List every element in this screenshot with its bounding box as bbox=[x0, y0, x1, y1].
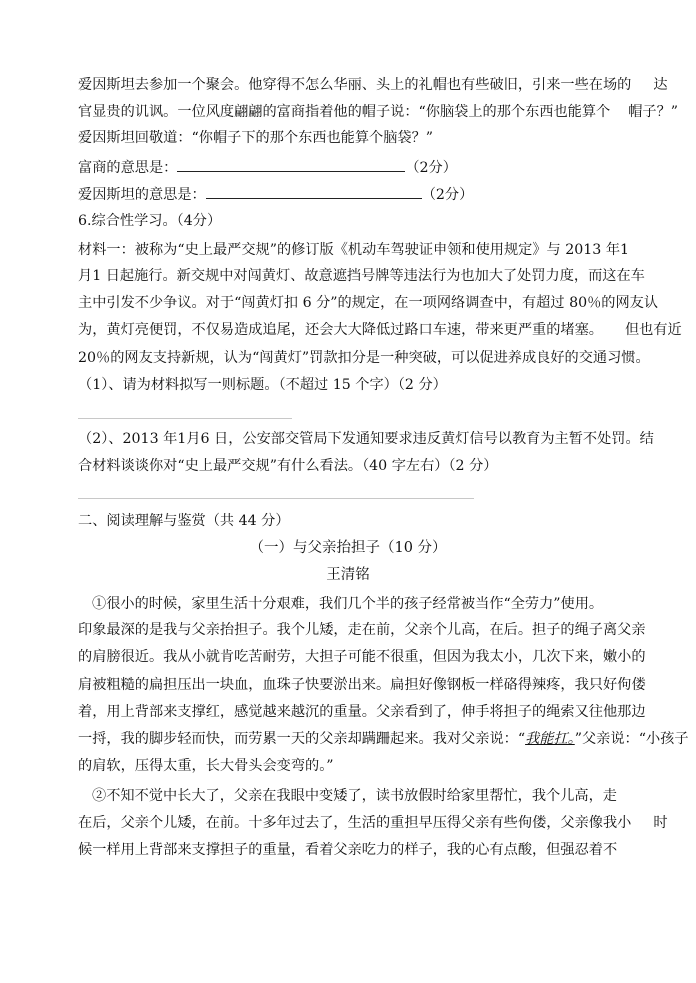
merchant-answer-blank[interactable] bbox=[177, 157, 405, 172]
section-6-heading: 6.综合性学习。（4分） bbox=[78, 213, 222, 229]
part-2-heading: 二、阅读理解与鉴赏（共 44 分） bbox=[78, 513, 290, 529]
article-author: 王清铭 bbox=[326, 567, 370, 583]
einstein-question-score: （2分） bbox=[421, 187, 474, 203]
para-1-line-6 bbox=[78, 729, 689, 749]
merchant-question-label: 富商的意思是： bbox=[78, 160, 178, 176]
story-line-1-tail: 达 bbox=[653, 77, 668, 93]
material-line-4-text: 为，黄灯亮便罚，不仅易造成追尾，还会大大降低过路口车速，带来更严重的堵塞。 bbox=[78, 322, 603, 338]
para-1-line-4: 肩被粗糙的扁担压出一块血，血珠子快要淤出来。扁担好像钢板一样硌得辣疼，我只好佝偻 bbox=[78, 677, 646, 693]
answer-rule-1[interactable] bbox=[78, 418, 292, 419]
para-1-quote: 我能扛。 bbox=[525, 731, 575, 747]
question-1: （1）、请为材料拟写一则标题。（不超过 15 个字）（2 分） bbox=[78, 377, 447, 393]
einstein-answer-blank[interactable] bbox=[206, 184, 422, 199]
para-1-line-5: 着，用上背部来支撑红，感觉越来越沉的重量。父亲看到了，伸手将担子的绳索又往他那边 bbox=[78, 704, 646, 720]
article-title: （一）与父亲抬担子（10 分） bbox=[249, 540, 447, 556]
material-line-3: 主中引发不少争议。对于“闯黄灯扣 6 分”的规定，在一项网络调查中，有超过 80％的网友认 bbox=[78, 295, 659, 311]
merchant-question-score: （2分） bbox=[405, 160, 457, 176]
question-2-line-1: （2）、2013 年1月6 日，公安部交管局下发通知要求违反黄灯信号以教育为主暂不处罚。结 bbox=[78, 431, 654, 447]
para-2-line-2 bbox=[78, 813, 668, 833]
story-line-1 bbox=[78, 75, 668, 95]
para-2-line-2-tail: 时 bbox=[653, 815, 668, 831]
material-line-4 bbox=[78, 320, 682, 340]
story-line-2-text: 官显贵的讥讽。一位风度翩翩的富商指着他的帽子说：“你脑袋上的那个东西也能算个 bbox=[78, 104, 611, 120]
story-line-3: 爱因斯坦回敬道：“你帽子下的那个东西也能算个脑袋？” bbox=[78, 130, 434, 146]
answer-line-merchant bbox=[78, 157, 648, 178]
material-line-4-tail: 但也有近 bbox=[624, 322, 682, 338]
material-line-1: 材料一：被称为“史上最严交规”的修订版《机动车驾驶证申领和使用规定》与 2013 年1 bbox=[78, 242, 630, 258]
material-line-5: 20％的网友支持新规，认为“闯黄灯”罚款扣分是一种突破，可以促进养成良好的交通习惯。 bbox=[78, 350, 650, 366]
para-1-line-2: 印象最深的是我与父亲抬担子。我个儿矮，走在前，父亲个儿高，在后。担子的绳子离父亲 bbox=[78, 622, 646, 638]
para-1-line-6-text: 一捋，我的脚步轻而快，而劳累一天的父亲却蹒跚起来。我对父亲说：“ bbox=[78, 731, 526, 747]
question-2-line-2: 合材料谈谈你对“史上最严交规”有什么看法。（40 字左右）（2 分） bbox=[78, 458, 498, 474]
para-1-line-6-tail: ”父亲说：“小孩子 bbox=[574, 731, 689, 747]
para-1-line-7: 的肩软，压得太重，长大骨头会变弯的。” bbox=[78, 758, 334, 774]
para-2-line-3: 候一样用上背部来支撑担子的重量，看着父亲吃力的样子，我的心有点酸，但强忍着不 bbox=[78, 842, 618, 858]
story-line-2 bbox=[78, 102, 679, 122]
story-line-1-text: 爱因斯坦去参加一个聚会。他穿得不怎么华丽、头上的礼帽也有些破旧，引来一些在场的 bbox=[78, 77, 632, 93]
para-2-line-1: ②不知不觉中长大了，父亲在我眼中变矮了，读书放假时给家里帮忙，我个儿高，走 bbox=[92, 788, 617, 804]
para-1-line-1: ①很小的时候，家里生活十分艰难，我们几个半的孩子经常被当作“全劳力”使用。 bbox=[92, 596, 604, 612]
para-2-line-2-text: 在后，父亲个儿矮，在前。十多年过去了，生活的重担早压得父亲有些佝偻，父亲像我小 bbox=[78, 815, 632, 831]
story-line-2-tail: 帽子？” bbox=[628, 104, 679, 120]
answer-rule-2[interactable] bbox=[78, 498, 474, 499]
answer-line-einstein bbox=[78, 184, 648, 205]
material-line-2: 月1 日起施行。新交规中对闯黄灯、故意遮挡号牌等违法行为也加大了处罚力度，而这在车 bbox=[78, 268, 645, 284]
einstein-question-label: 爱因斯坦的意思是： bbox=[78, 187, 206, 203]
para-1-line-3: 的肩膀很近。我从小就肯吃苦耐劳，大担子可能不很重，但因为我太小，几次下来，嫩小的 bbox=[78, 649, 646, 665]
